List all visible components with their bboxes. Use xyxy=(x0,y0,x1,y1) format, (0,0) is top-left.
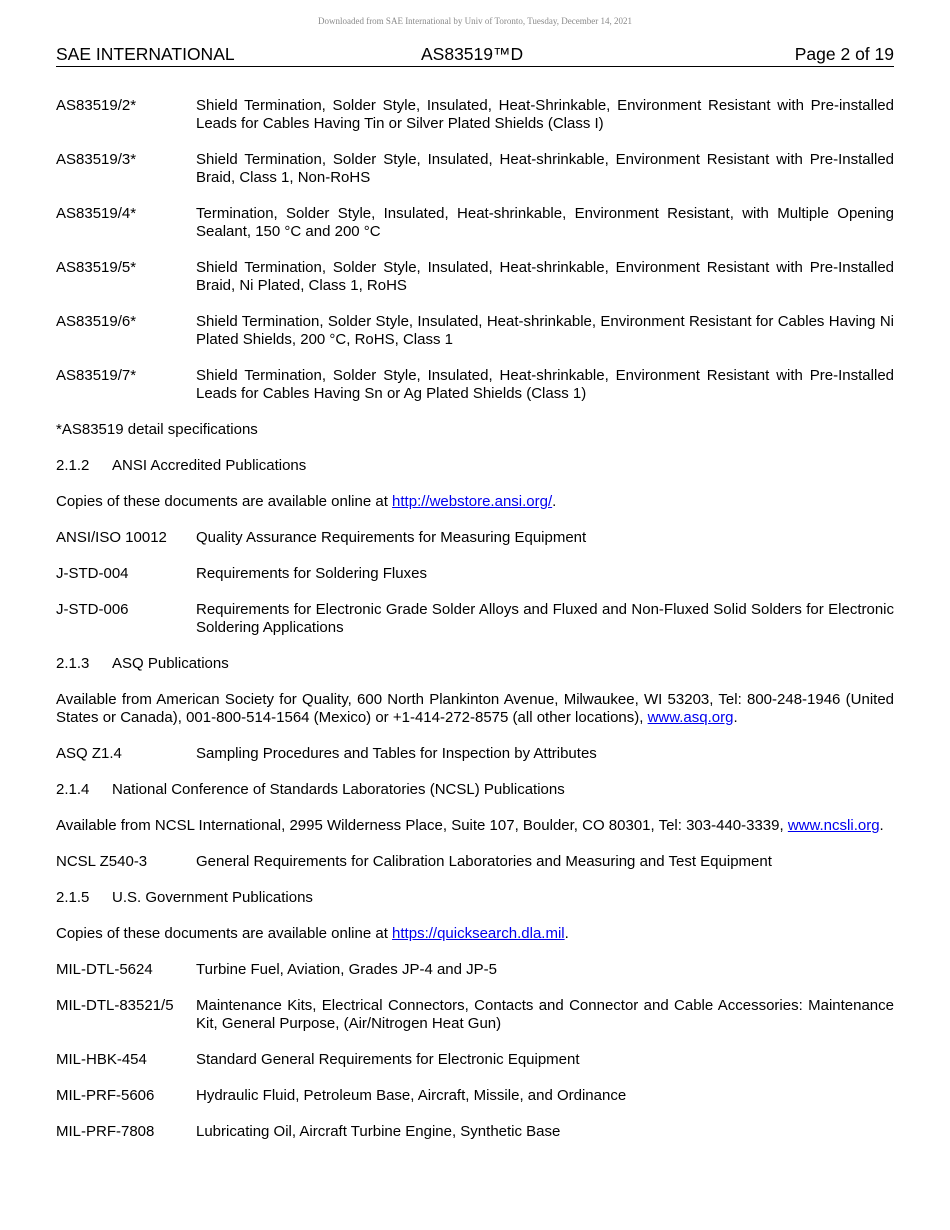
header-document-number: AS83519™D xyxy=(421,44,524,64)
page-body xyxy=(56,97,894,1159)
publication-description: Maintenance Kits, Electrical Connectors, Contacts and Connector and Cable Accessories: Maintenance Kit, General Purpose, (Air/Nitrogen Heat Gun) xyxy=(196,997,894,1032)
publication-entry xyxy=(56,601,894,637)
publication-description: Turbine Fuel, Aviation, Grades JP-4 and JP-5 xyxy=(196,961,497,978)
section-number: 2.1.5 xyxy=(56,889,90,906)
section-title: ANSI Accredited Publications xyxy=(112,457,307,474)
spec-description: Termination, Solder Style, Insulated, Heat-shrinkable, Environment Resistant, with Multiple Opening Sealant, 150 °C and 200 °C xyxy=(196,205,894,240)
section-title: ASQ Publications xyxy=(112,655,229,672)
publication-code: MIL-HBK-454 xyxy=(56,1051,147,1068)
section-heading-ansi xyxy=(56,457,894,475)
section-title: National Conference of Standards Laboratories (NCSL) Publications xyxy=(112,781,565,798)
publication-entry xyxy=(56,997,894,1033)
spec-code: AS83519/7* xyxy=(56,367,137,384)
header-page-number: Page 2 of 19 xyxy=(794,44,894,64)
spec-entry xyxy=(56,367,894,403)
spec-description: Shield Termination, Solder Style, Insulated, Heat-shrinkable, Environment Resistant for Cables Having Ni Plated Shields, 200 °C, RoHS, Class 1 xyxy=(196,313,894,348)
spec-code: AS83519/2* xyxy=(56,97,137,114)
asq-website-link[interactable]: www.asq.org xyxy=(647,709,734,726)
publication-code: MIL-PRF-7808 xyxy=(56,1123,155,1140)
publication-entry xyxy=(56,565,894,583)
spec-entry xyxy=(56,259,894,295)
section-number: 2.1.2 xyxy=(56,457,90,474)
publication-description: Requirements for Electronic Grade Solder Alloys and Fluxed and Non-Fluxed Solid Solders for Electronic Soldering Applications xyxy=(196,601,894,636)
publication-entry xyxy=(56,853,894,871)
page-header xyxy=(56,44,894,67)
ncsl-website-link[interactable]: www.ncsli.org xyxy=(787,817,880,834)
publication-description: Lubricating Oil, Aircraft Turbine Engine, Synthetic Base xyxy=(196,1123,561,1140)
spec-code: AS83519/4* xyxy=(56,205,137,222)
spec-entry xyxy=(56,313,894,349)
publication-code: MIL-DTL-83521/5 xyxy=(56,997,174,1014)
quicksearch-link[interactable]: https://quicksearch.dla.mil xyxy=(392,925,565,942)
section-title: U.S. Government Publications xyxy=(112,889,313,906)
spec-description: Shield Termination, Solder Style, Insulated, Heat-shrinkable, Environment Resistant with Pre-Installed Braid, Class 1, Non-RoHS xyxy=(196,151,894,186)
ansi-webstore-link[interactable]: http://webstore.ansi.org/ xyxy=(392,493,553,510)
publication-code: ANSI/ISO 10012 xyxy=(56,529,167,546)
section-number: 2.1.4 xyxy=(56,781,90,798)
asq-intro: Available from American Society for Quality, 600 North Plankinton Avenue, Milwaukee, WI 53203, Tel: 800-248-1946 (United States or Canada), 001-800-514-1564 (Mexico) or +1-414-272-8575 (all other locations), www.asq.org. xyxy=(56,691,894,726)
publication-description: Standard General Requirements for Electronic Equipment xyxy=(196,1051,580,1068)
detail-spec-note: *AS83519 detail specifications xyxy=(56,421,258,438)
spec-code: AS83519/3* xyxy=(56,151,137,168)
ansi-intro: Copies of these documents are available online at http://webstore.ansi.org/. xyxy=(56,493,557,510)
usgov-intro: Copies of these documents are available online at https://quicksearch.dla.mil. xyxy=(56,925,569,942)
publication-code: MIL-DTL-5624 xyxy=(56,961,153,978)
spec-description: Shield Termination, Solder Style, Insulated, Heat-shrinkable, Environment Resistant with Pre-Installed Leads for Cables Having Sn or Ag Plated Shields (Class 1) xyxy=(196,367,894,402)
spec-entry xyxy=(56,151,894,187)
spec-description: Shield Termination, Solder Style, Insulated, Heat-shrinkable, Environment Resistant with Pre-Installed Braid, Ni Plated, Class 1, RoHS xyxy=(196,259,894,294)
spec-entry xyxy=(56,205,894,241)
section-heading-asq xyxy=(56,655,894,673)
ncsl-intro: Available from NCSL International, 2995 Wilderness Place, Suite 107, Boulder, CO 80301, Tel: 303-440-3339, www.ncsli.org. xyxy=(56,817,884,834)
header-organization: SAE INTERNATIONAL xyxy=(56,44,235,64)
publication-entry xyxy=(56,961,894,979)
publication-code: J-STD-006 xyxy=(56,601,129,618)
publication-code: MIL-PRF-5606 xyxy=(56,1087,155,1104)
spec-code: AS83519/5* xyxy=(56,259,137,276)
section-heading-ncsl xyxy=(56,781,894,799)
publication-entry xyxy=(56,529,894,547)
publication-code: ASQ Z1.4 xyxy=(56,745,122,762)
publication-entry xyxy=(56,1087,894,1105)
spec-description: Shield Termination, Solder Style, Insulated, Heat-Shrinkable, Environment Resistant with Pre-installed Leads for Cables Having Tin or Silver Plated Shields (Class I) xyxy=(196,97,894,132)
publication-description: Sampling Procedures and Tables for Inspection by Attributes xyxy=(196,745,597,762)
publication-entry xyxy=(56,1051,894,1069)
publication-code: J-STD-004 xyxy=(56,565,129,582)
publication-entry xyxy=(56,745,894,763)
download-watermark: Downloaded from SAE International by Univ of Toronto, Tuesday, December 14, 2021 xyxy=(317,16,633,26)
publication-code: NCSL Z540-3 xyxy=(56,853,148,870)
section-heading-usgov xyxy=(56,889,894,907)
publication-description: Requirements for Soldering Fluxes xyxy=(196,565,427,582)
spec-entry xyxy=(56,97,894,133)
publication-description: General Requirements for Calibration Laboratories and Measuring and Test Equipment xyxy=(196,853,772,870)
publication-description: Quality Assurance Requirements for Measuring Equipment xyxy=(196,529,587,546)
publication-description: Hydraulic Fluid, Petroleum Base, Aircraft, Missile, and Ordinance xyxy=(196,1087,627,1104)
spec-code: AS83519/6* xyxy=(56,313,137,330)
section-number: 2.1.3 xyxy=(56,655,90,672)
publication-entry xyxy=(56,1123,894,1141)
